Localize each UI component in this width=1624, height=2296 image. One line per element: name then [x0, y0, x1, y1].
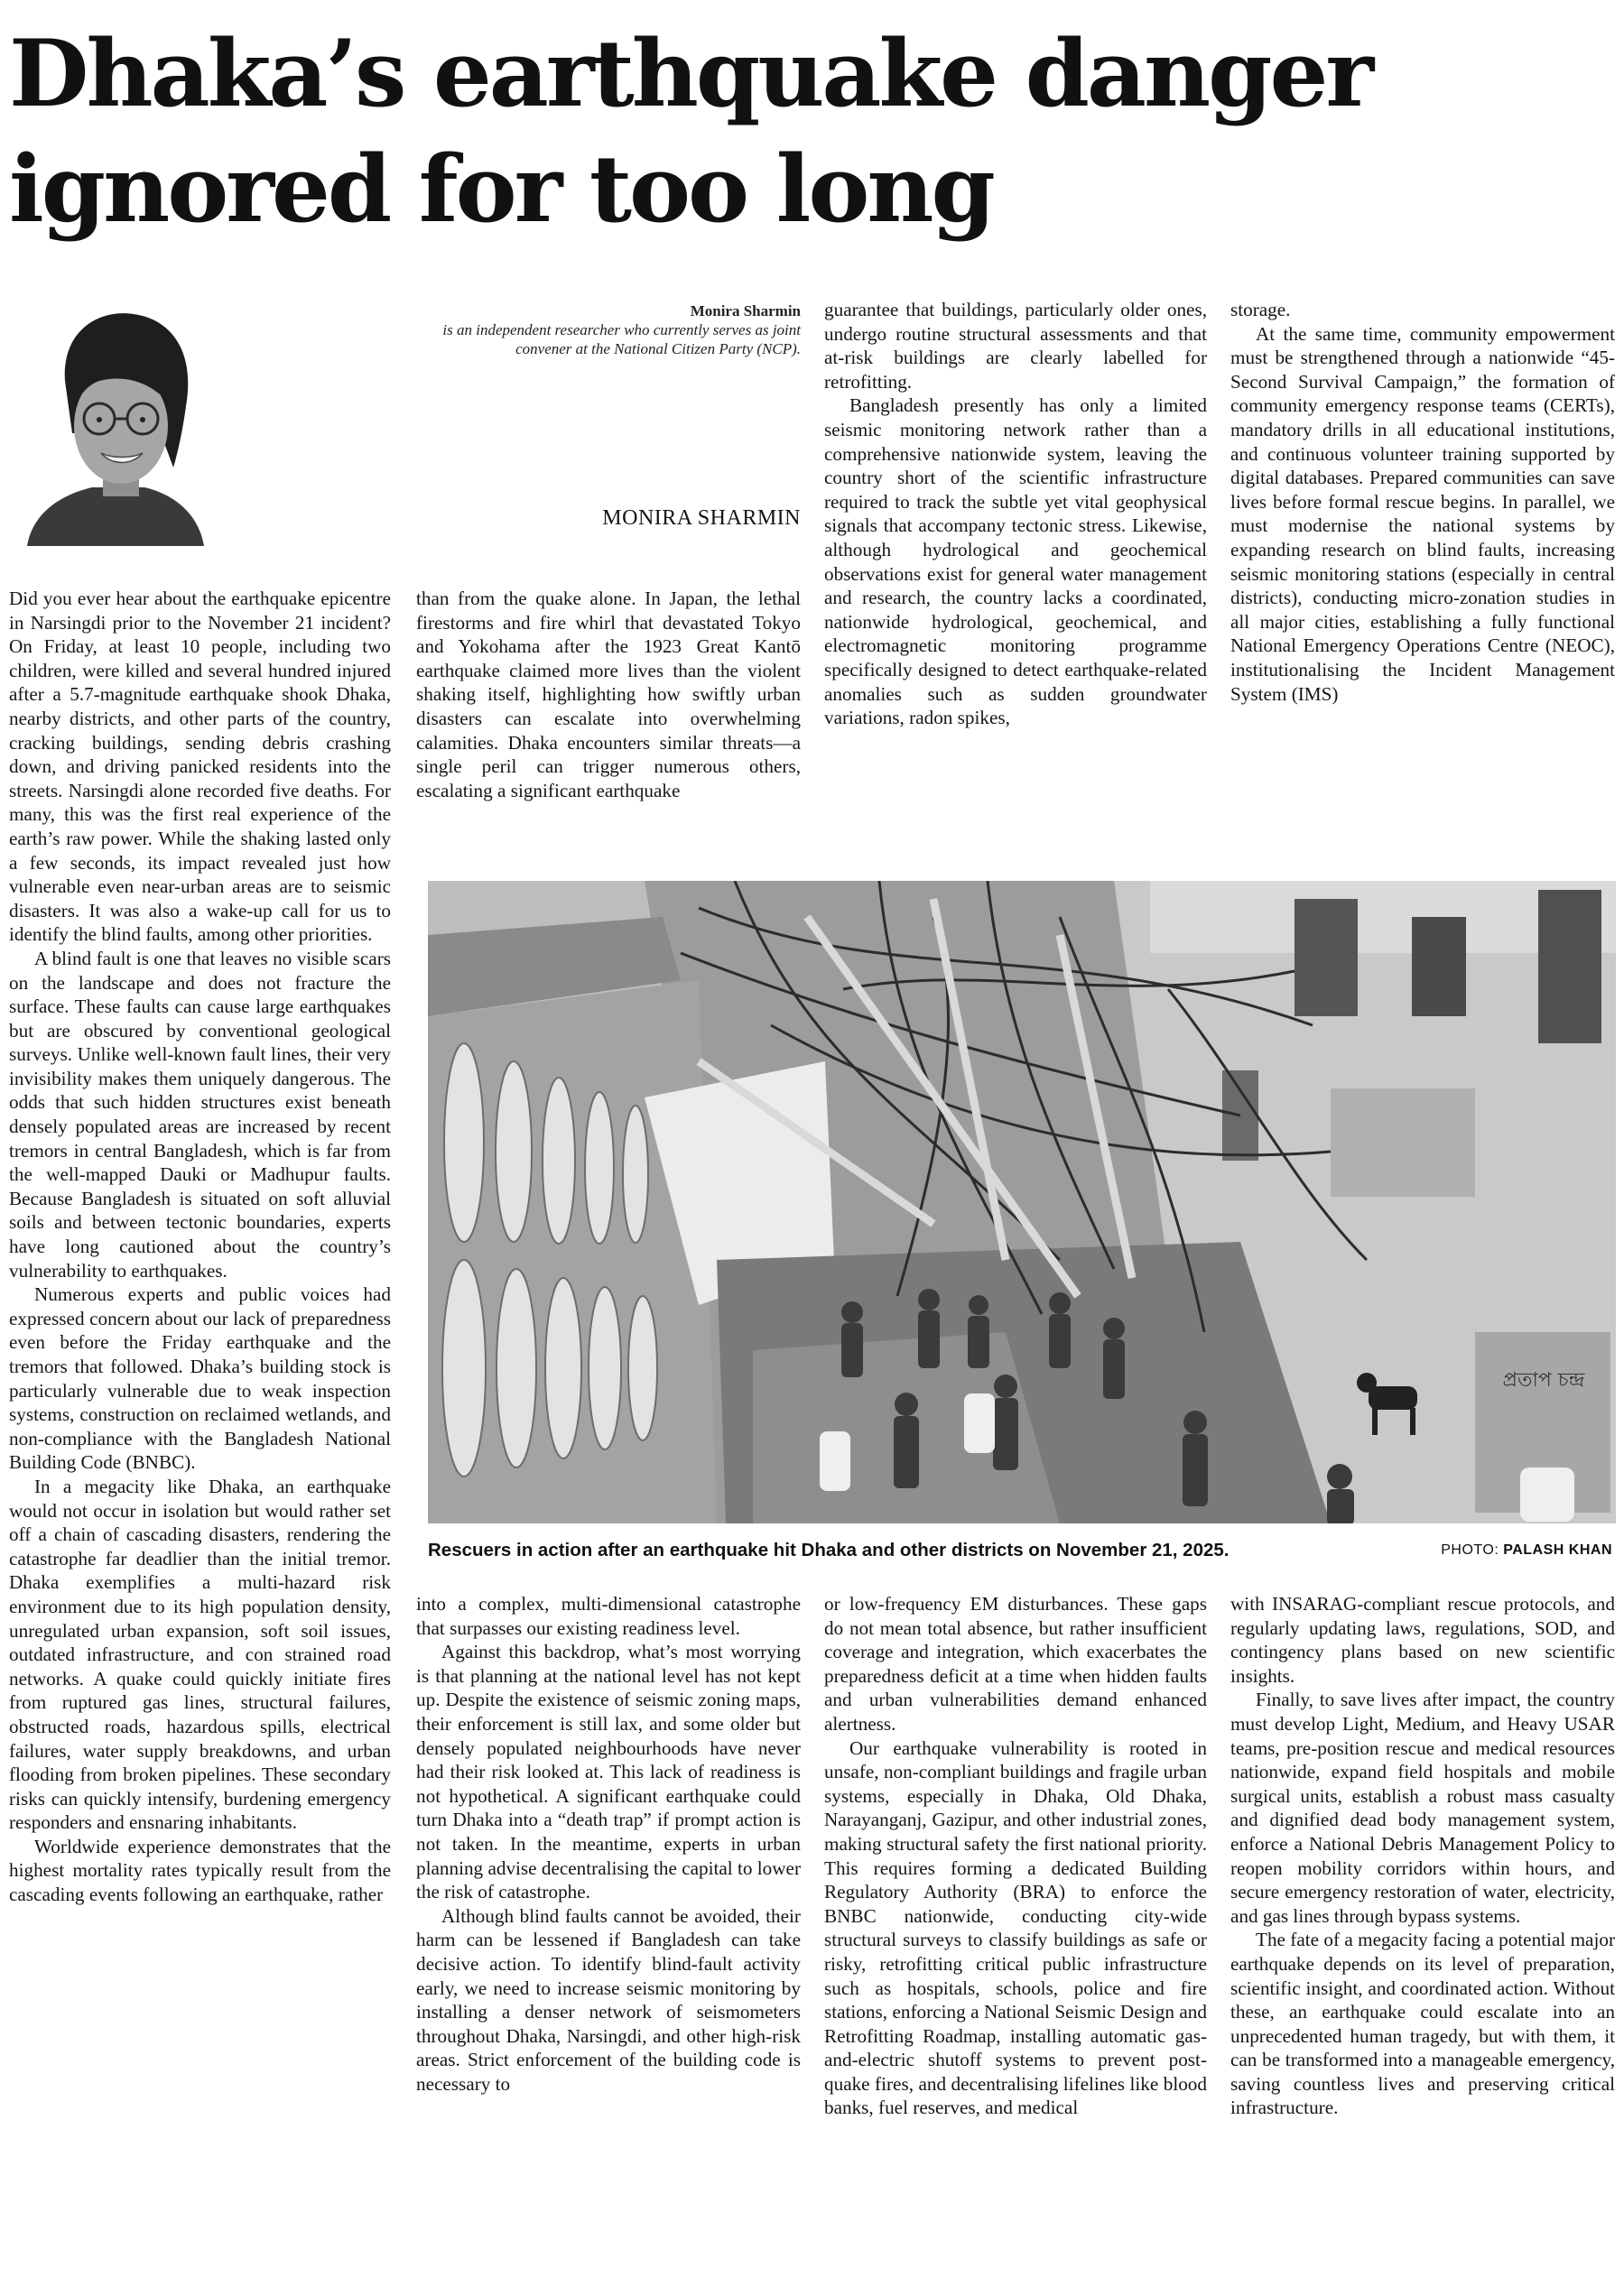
- photo-credit-label: PHOTO:: [1441, 1542, 1499, 1558]
- photo-caption: [428, 1540, 1616, 1567]
- column-3-top: [824, 298, 1207, 884]
- paragraph: Did you ever hear about the earthquake epicentre in Narsingdi prior to the November 21 incident? On Friday, at least 10 people, including two children, were killed and several hundred injured after a 5.7-magnitude earthquake shook Dhaka, nearby districts, and other parts of the country, cracking buildings, sending debris crashing down, and driving panicked residents into the streets. Narsingdi alone recorded five deaths. For many, this was the first real experience of the earth’s raw power. While the shaking lasted only a few seconds, its impact revealed just how vulnerable even near-urban areas are to seismic disasters. It was also a wake-up call for us to identify the blind faults, among other priorities.: [9, 588, 391, 946]
- paragraph: Although blind faults cannot be avoided, their harm can be lessened if Bangladesh can take decisive action. To identify blind-fault activity early, we need to increase seismic monitoring by installing a denser network of seismometers throughout Dhaka, Narsingdi, and other high-risk areas. Strict enforcement of the building code is necessary to: [416, 1904, 801, 2095]
- column-2-top: [416, 587, 801, 884]
- paragraph: The fate of a megacity facing a potential major earthquake depends on its level of preparation, scientific insight, and coordinated action. Without these, an earthquake could escalate into an unprecedented human tragedy, but with them, it can be transformed into a manageable emergency, saving countless lives and preserving critical infrastructure.: [1230, 1929, 1615, 2119]
- author-bio-text: is an independent researcher who currently serves as joint convener at the National Citizen Party (NCP).: [442, 321, 801, 357]
- paragraph: than from the quake alone. In Japan, the lethal firestorms and fire whirl that devastated Tokyo and Yokohama after the 1923 Great Kantō earthquake claimed more lives than the violent shaking itself, highlighting how swiftly urban disasters can escalate into overwhelming calamities. Dhaka encounters similar threats—a single peril can trigger numerous others, escalating a significant earthquake: [416, 588, 801, 801]
- column-3-bottom: [824, 1592, 1207, 2292]
- headline-line-1: Dhaka’s earthquake danger: [9, 20, 1372, 128]
- paragraph: Worldwide experience demonstrates that the highest mortality rates typically result from the cascading events following an earthquake, rather: [9, 1835, 391, 1906]
- column-2-bottom: [416, 1592, 801, 2292]
- paragraph: Against this backdrop, what’s most worrying is that planning at the national level has not kept up. Despite the existence of seismic zoning maps, their enforcement is still lax, and some older but densely populated neighbourhoods have never had their risk looked at. This lack of readiness is not hypothetical. A significant earthquake could turn Dhaka into a “death trap” if prompt action is not taken. In the meantime, experts in urban planning advise decentralising the capital to lower the risk of catastrophe.: [416, 1641, 801, 1903]
- headline: [9, 16, 1598, 247]
- paragraph: Our earthquake vulnerability is rooted in unsafe, non-compliant buildings and fragile urban systems, especially in Dhaka, Old Dhaka, Narayanganj, Gazipur, and other industrial zones, making structural safety the first national priority. This requires forming a dedicated Building Regulatory Authority (BRA) to enforce the BNBC nationwide, conducting city-wide structural surveys to classify buildings as safe or risky, retrofitting critical public infrastructure such as hospitals, schools, police and fire stations, enforcing a National Seismic Design and Retrofitting Roadmap, installing automatic gas-and-electric shutoff systems to prevent post-quake fires, and decentralising lifelines like blood banks, fuel reserves, and medical: [824, 1736, 1207, 2119]
- shop-sign-text: প্রতাপ চন্দ্র: [1502, 1369, 1585, 1392]
- author-byline: MONIRA SHARMIN: [602, 506, 801, 530]
- photo-credit-name: PALASH KHAN: [1503, 1542, 1612, 1558]
- author-bio: [406, 301, 801, 358]
- column-1: [9, 587, 391, 2292]
- paragraph: A blind fault is one that leaves no visible scars on the landscape and does not fracture the surface. These faults can cause large earthquakes but are obscured by conventional geological surveys. Unlike well-known fault lines, their very invisibility makes them uniquely dangerous. The odds that such hidden structures exist beneath densely populated areas are increased by recent tremors in central Bangladesh, which is far from the well-mapped Dauki or Madhupur faults. Because Bangladesh is situated on soft alluvial soils and between tectonic boundaries, experts have long cautioned about the country’s vulnerability to earthquakes.: [9, 947, 391, 1282]
- paragraph: storage.: [1230, 299, 1291, 320]
- paragraph: into a complex, multi-dimensional catastrophe that surpasses our existing readiness level.: [416, 1593, 801, 1639]
- paragraph: At the same time, community empowerment must be strengthened through a nationwide “45-Second Survival Campaign,” the formation of community emergency response teams (CERTs), mandatory drills in all educational institutions, and continuous volunteer training supported by digital databases. Prepared communities can save lives before formal rescue begins. In parallel, we must modernise the national systems by expanding research on blind faults, increasing seismic monitoring stations (especially in central districts), conducting micro-zonation studies in all major cities, establishing a fully functional National Emergency Operations Centre (NEOC), institutionalising the Incident Management System (IMS): [1230, 322, 1615, 705]
- paragraph: guarantee that buildings, particularly older ones, undergo routine structural assessments and that at-risk buildings are clearly labelled for retrofitting.: [824, 299, 1207, 393]
- photo-credit: [1441, 1542, 1612, 1559]
- column-4-bottom: [1230, 1592, 1615, 2292]
- paragraph: Finally, to save lives after impact, the country must develop Light, Medium, and Heavy USAR teams, pre-position rescue and medical resources nationwide, expand field hospitals and mobile surgical units, establish a robust mass casualty and dignified dead body management system, enforce a National Debris Management Policy to reopen mobility corridors within hours, and secure emergency restoration of water, electricity, and gas lines through bypass systems.: [1230, 1689, 1615, 1927]
- author-bio-name: Monira Sharmin: [690, 302, 801, 319]
- author-portrait: [9, 298, 215, 546]
- paragraph: or low-frequency EM disturbances. These gaps do not mean total absence, but rather insufficient coverage and integration, which exacerbates the preparedness deficit at a time when hidden faults and urban vulnerabilities demand enhanced alertness.: [824, 1593, 1207, 1735]
- paragraph: Bangladesh presently has only a limited seismic monitoring network rather than a comprehensive nationwide system, leaving the country short of the scientific infrastructure required to track the subtle yet vital geophysical signals that accompany tectonic stress. Likewise, although hydrological and geochemical observations exist for general water management and research, the country lacks a coordinated, nationwide hydrological, geochemical, and electromagnetic monitoring programme specifically designed to detect earthquake-related anomalies such as sudden groundwater variations, radon spikes,: [824, 394, 1207, 729]
- paragraph: In a megacity like Dhaka, an earthquake would not occur in isolation but would rather set off a chain of cascading disasters, rendering the catastrophe far deadlier than the initial tremor. Dhaka exemplifies a multi-hazard risk environment due to its high population density, unregulated urban expansion, soft soil issues, outdated infrastructure, and con strained road networks. A quake could quickly initiate fires from ruptured gas lines, structural failures, obstructed roads, hazardous spills, electrical failures, water supply breakdowns, and urban flooding from broken pipelines. These secondary risks can quickly intensify, burdening emergency responders and ensnaring inhabitants.: [9, 1475, 391, 1834]
- paragraph: Numerous experts and public voices had expressed concern about our lack of preparedness even before the Friday earthquake and the tremors that followed. Dhaka’s building stock is particularly vulnerable due to weak inspection systems, construction on reclaimed wetlands, and non-compliance with the Bangladesh National Building Code (BNBC).: [9, 1283, 391, 1474]
- headline-line-2: ignored for too long: [9, 135, 993, 244]
- caption-text: Rescuers in action after an earthquake hit Dhaka and other districts on November 21, 2025.: [428, 1540, 1230, 1560]
- column-4-top: [1230, 298, 1615, 884]
- rescue-photo: [428, 881, 1616, 1523]
- paragraph: with INSARAG-compliant rescue protocols, and regularly updating laws, regulations, SOD, and contingency plans based on new scientific insights.: [1230, 1593, 1615, 1687]
